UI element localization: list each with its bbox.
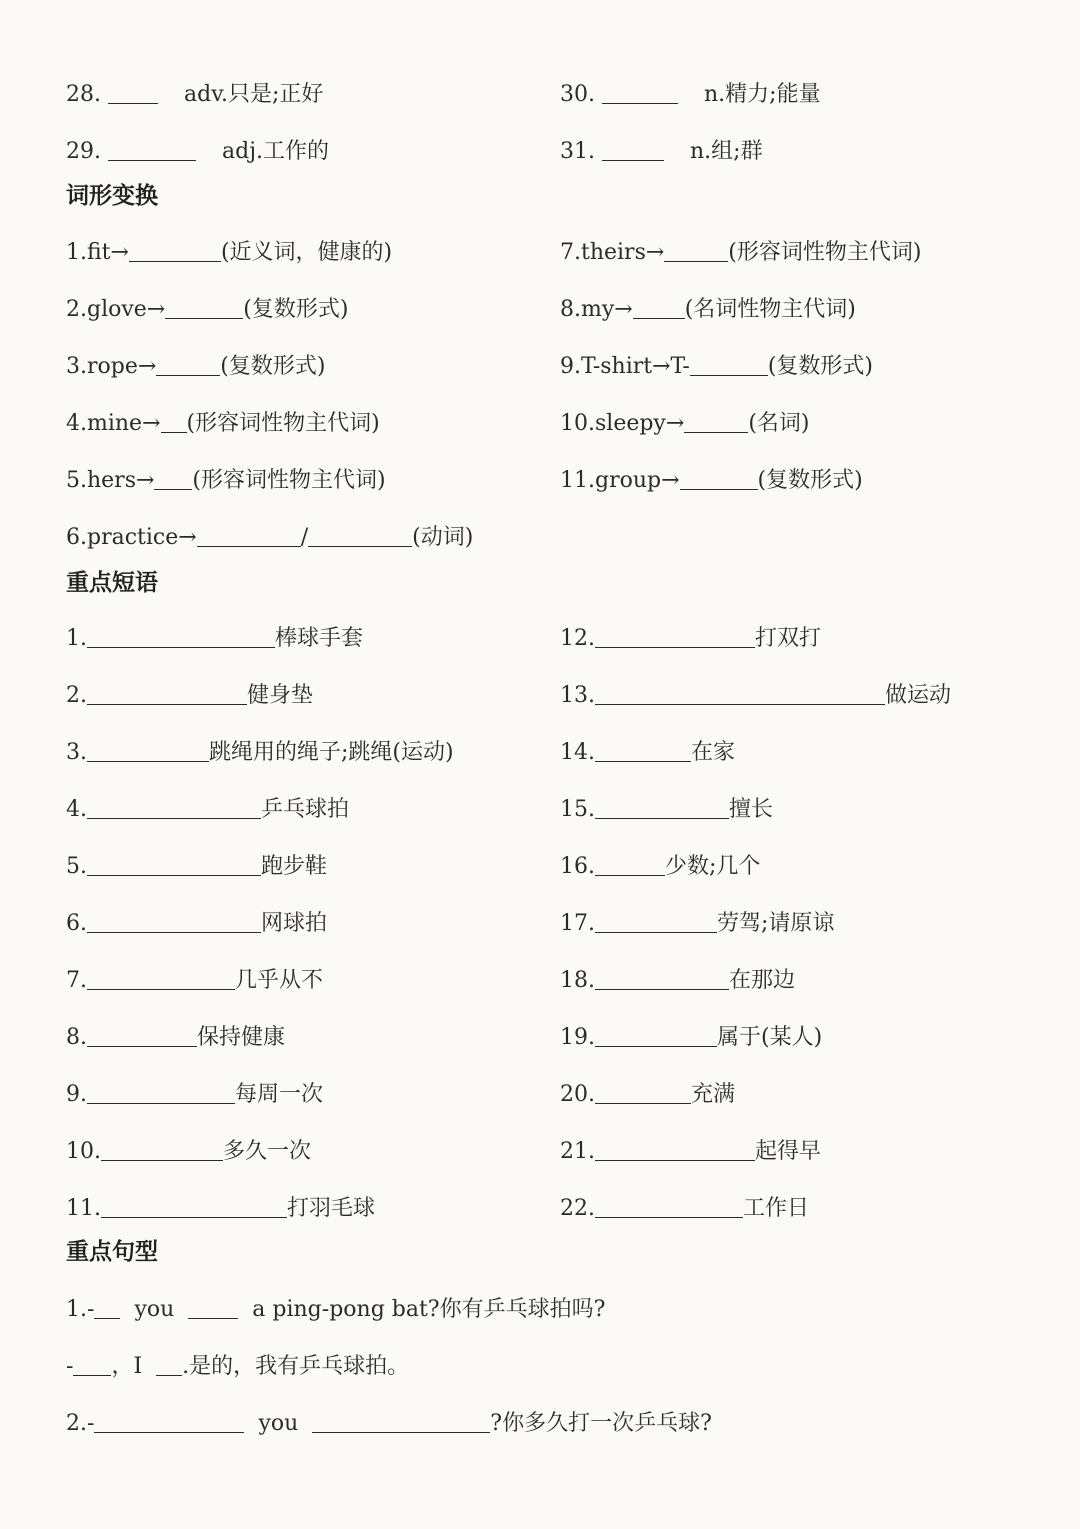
phrase-meaning: 在那边 — [729, 968, 796, 993]
sentence-text: .是的，我有乒乓球拍。 — [182, 1354, 410, 1379]
transform-prompt: 11.group→ — [560, 468, 680, 493]
phrase-item-2 — [66, 676, 313, 716]
sentence-dash: - — [66, 1354, 74, 1379]
answer-blank[interactable] — [87, 792, 261, 819]
vocab-number: 29. — [66, 139, 101, 164]
answer-blank[interactable] — [595, 621, 755, 648]
answer-blank[interactable] — [94, 1292, 120, 1319]
answer-blank[interactable] — [87, 621, 275, 648]
phrase-meaning: 打双打 — [755, 626, 822, 651]
transform-prompt: 3.rope→ — [66, 354, 157, 379]
transform-item-4 — [66, 404, 380, 444]
transform-item-9 — [560, 347, 873, 387]
phrase-number: 8. — [66, 1025, 87, 1050]
answer-blank[interactable] — [664, 235, 728, 262]
answer-blank[interactable] — [87, 1020, 197, 1047]
phrase-number: 15. — [560, 797, 595, 822]
phrase-meaning: 充满 — [691, 1082, 736, 1107]
vocab-item-28 — [66, 75, 323, 115]
answer-blank[interactable] — [595, 735, 691, 762]
phrase-number: 5. — [66, 854, 87, 879]
transform-prompt: 4.mine→ — [66, 411, 161, 436]
phrase-number: 21. — [560, 1139, 595, 1164]
phrase-item-15 — [560, 790, 773, 830]
transform-prompt: 5.hers→ — [66, 468, 155, 493]
answer-blank[interactable] — [595, 1020, 717, 1047]
answer-blank[interactable] — [684, 406, 748, 433]
phrase-meaning: 乒乓球拍 — [261, 797, 350, 822]
answer-blank[interactable] — [108, 134, 196, 161]
answer-blank[interactable] — [595, 1191, 743, 1218]
answer-blank[interactable] — [161, 406, 187, 433]
transform-item-10 — [560, 404, 809, 444]
phrase-number: 1. — [66, 626, 87, 651]
answer-blank[interactable] — [690, 349, 768, 376]
vocab-number: 30. — [560, 82, 595, 107]
answer-blank[interactable] — [87, 735, 209, 762]
phrase-number: 2. — [66, 683, 87, 708]
phrase-item-11 — [66, 1189, 375, 1229]
phrase-number: 20. — [560, 1082, 595, 1107]
answer-blank[interactable] — [602, 77, 678, 104]
phrase-item-16 — [560, 847, 760, 887]
phrase-number: 19. — [560, 1025, 595, 1050]
sentence-number: 2.- — [66, 1411, 95, 1436]
vocab-definition: adv.只是;正好 — [184, 82, 324, 107]
phrase-number: 4. — [66, 797, 87, 822]
phrase-number: 18. — [560, 968, 595, 993]
answer-blank[interactable] — [156, 1349, 182, 1376]
transform-prompt: 7.theirs→ — [560, 240, 665, 265]
phrase-number: 10. — [66, 1139, 101, 1164]
phrase-item-14 — [560, 733, 735, 773]
transform-item-7 — [560, 233, 921, 273]
transform-item-8 — [560, 290, 856, 330]
transform-hint: (动词) — [412, 525, 474, 550]
transform-item-1 — [66, 233, 392, 273]
answer-blank[interactable] — [165, 292, 243, 319]
transform-hint: (近义词，健康的) — [220, 240, 393, 265]
phrase-meaning: 跑步鞋 — [261, 854, 328, 879]
section-heading-word-forms: 词形变换 — [66, 182, 158, 209]
vocab-definition: adj.工作的 — [222, 139, 330, 164]
phrase-item-22 — [560, 1189, 809, 1229]
phrase-meaning: 少数;几个 — [665, 854, 761, 879]
answer-blank[interactable] — [87, 963, 235, 990]
answer-blank[interactable] — [595, 792, 729, 819]
phrase-meaning: 在家 — [691, 740, 736, 765]
phrase-item-8 — [66, 1018, 285, 1058]
transform-prompt: 1.fit→ — [66, 240, 129, 265]
transform-hint: (名词性物主代词) — [684, 297, 856, 322]
phrase-item-1 — [66, 619, 363, 659]
answer-blank[interactable] — [154, 463, 192, 490]
answer-blank[interactable] — [595, 906, 717, 933]
sentence-1-question — [66, 1290, 605, 1330]
phrase-meaning: 每周一次 — [235, 1082, 324, 1107]
sentence-1-answer — [66, 1347, 409, 1387]
phrase-item-7 — [66, 961, 323, 1001]
vocab-definition: n.组;群 — [690, 139, 763, 164]
transform-hint: (复数形式) — [757, 468, 863, 493]
answer-blank[interactable] — [73, 1349, 111, 1376]
phrase-meaning: 健身垫 — [247, 683, 314, 708]
phrase-number: 6. — [66, 911, 87, 936]
vocab-item-29 — [66, 132, 329, 172]
sentence-word: you — [134, 1297, 175, 1322]
sentence-text: a ping-pong bat?你有乒乓球拍吗? — [252, 1297, 606, 1322]
separator-slash: / — [300, 525, 309, 550]
answer-blank[interactable] — [595, 678, 885, 705]
answer-blank[interactable] — [87, 906, 261, 933]
answer-blank[interactable] — [188, 1292, 238, 1319]
answer-blank[interactable] — [308, 520, 412, 547]
phrase-meaning: 网球拍 — [261, 911, 328, 936]
answer-blank[interactable] — [101, 1191, 287, 1218]
transform-hint: (复数形式) — [243, 297, 349, 322]
vocab-item-30 — [560, 75, 821, 115]
sentence-2-question — [66, 1404, 712, 1444]
transform-hint: (复数形式) — [220, 354, 326, 379]
vocab-definition: n.精力;能量 — [704, 82, 821, 107]
sentence-word: ，I — [111, 1354, 143, 1379]
sentence-number: 1.- — [66, 1297, 95, 1322]
phrase-number: 14. — [560, 740, 595, 765]
transform-item-3 — [66, 347, 325, 387]
phrase-number: 16. — [560, 854, 595, 879]
phrase-meaning: 起得早 — [755, 1139, 822, 1164]
answer-blank[interactable] — [87, 678, 247, 705]
answer-blank[interactable] — [108, 77, 158, 104]
transform-item-6 — [66, 518, 473, 558]
phrase-item-18 — [560, 961, 795, 1001]
answer-blank[interactable] — [87, 849, 261, 876]
transform-prompt: 9.T-shirt→T- — [560, 354, 690, 379]
answer-blank[interactable] — [156, 349, 220, 376]
phrase-number: 22. — [560, 1196, 595, 1221]
phrase-number: 9. — [66, 1082, 87, 1107]
phrase-meaning: 劳驾;请原谅 — [717, 911, 835, 936]
answer-blank[interactable] — [595, 963, 729, 990]
transform-prompt: 6.practice→ — [66, 525, 197, 550]
transform-prompt: 2.glove→ — [66, 297, 166, 322]
phrase-item-9 — [66, 1075, 323, 1115]
answer-blank[interactable] — [94, 1406, 244, 1433]
phrase-number: 12. — [560, 626, 595, 651]
vocab-number: 28. — [66, 82, 101, 107]
phrase-meaning: 保持健康 — [197, 1025, 286, 1050]
phrase-meaning: 跳绳用的绳子;跳绳(运动) — [209, 740, 454, 765]
transform-item-11 — [560, 461, 863, 501]
transform-hint: (形容词性物主代词) — [728, 240, 922, 265]
transform-hint: (形容词性物主代词) — [186, 411, 380, 436]
transform-hint: (复数形式) — [767, 354, 873, 379]
phrase-number: 3. — [66, 740, 87, 765]
phrase-meaning: 打羽毛球 — [287, 1196, 376, 1221]
phrase-item-5 — [66, 847, 327, 887]
phrase-item-21 — [560, 1132, 821, 1172]
phrase-meaning: 工作日 — [743, 1196, 810, 1221]
answer-blank[interactable] — [101, 1134, 223, 1161]
answer-blank[interactable] — [129, 235, 221, 262]
transform-hint: (名词) — [748, 411, 810, 436]
phrase-meaning: 做运动 — [885, 683, 952, 708]
answer-blank[interactable] — [197, 520, 301, 547]
answer-blank[interactable] — [312, 1406, 490, 1433]
phrase-number: 7. — [66, 968, 87, 993]
phrase-item-19 — [560, 1018, 822, 1058]
phrase-number: 11. — [66, 1196, 101, 1221]
phrase-number: 13. — [560, 683, 595, 708]
phrase-item-10 — [66, 1132, 311, 1172]
phrase-meaning: 属于(某人) — [717, 1025, 823, 1050]
phrase-meaning: 几乎从不 — [235, 968, 324, 993]
answer-blank[interactable] — [595, 1077, 691, 1104]
transform-item-5 — [66, 461, 386, 501]
phrase-meaning: 多久一次 — [223, 1139, 312, 1164]
phrase-item-17 — [560, 904, 834, 944]
section-heading-key-sentences: 重点句型 — [66, 1238, 158, 1265]
phrase-meaning: 擅长 — [729, 797, 774, 822]
phrase-item-13 — [560, 676, 951, 716]
phrase-item-6 — [66, 904, 327, 944]
answer-blank[interactable] — [595, 849, 665, 876]
transform-item-2 — [66, 290, 348, 330]
vocab-item-31 — [560, 132, 763, 172]
section-heading-key-phrases: 重点短语 — [66, 569, 158, 596]
answer-blank[interactable] — [602, 134, 664, 161]
transform-hint: (形容词性物主代词) — [192, 468, 386, 493]
answer-blank[interactable] — [680, 463, 758, 490]
sentence-text: ?你多久打一次乒乓球? — [490, 1411, 712, 1436]
answer-blank[interactable] — [595, 1134, 755, 1161]
sentence-word: you — [258, 1411, 299, 1436]
phrase-number: 17. — [560, 911, 595, 936]
phrase-item-12 — [560, 619, 821, 659]
vocab-number: 31. — [560, 139, 595, 164]
phrase-item-4 — [66, 790, 349, 830]
transform-prompt: 8.my→ — [560, 297, 633, 322]
transform-prompt: 10.sleepy→ — [560, 411, 685, 436]
phrase-item-3 — [66, 733, 454, 773]
phrase-item-20 — [560, 1075, 735, 1115]
answer-blank[interactable] — [87, 1077, 235, 1104]
answer-blank[interactable] — [633, 292, 685, 319]
phrase-meaning: 棒球手套 — [275, 626, 364, 651]
